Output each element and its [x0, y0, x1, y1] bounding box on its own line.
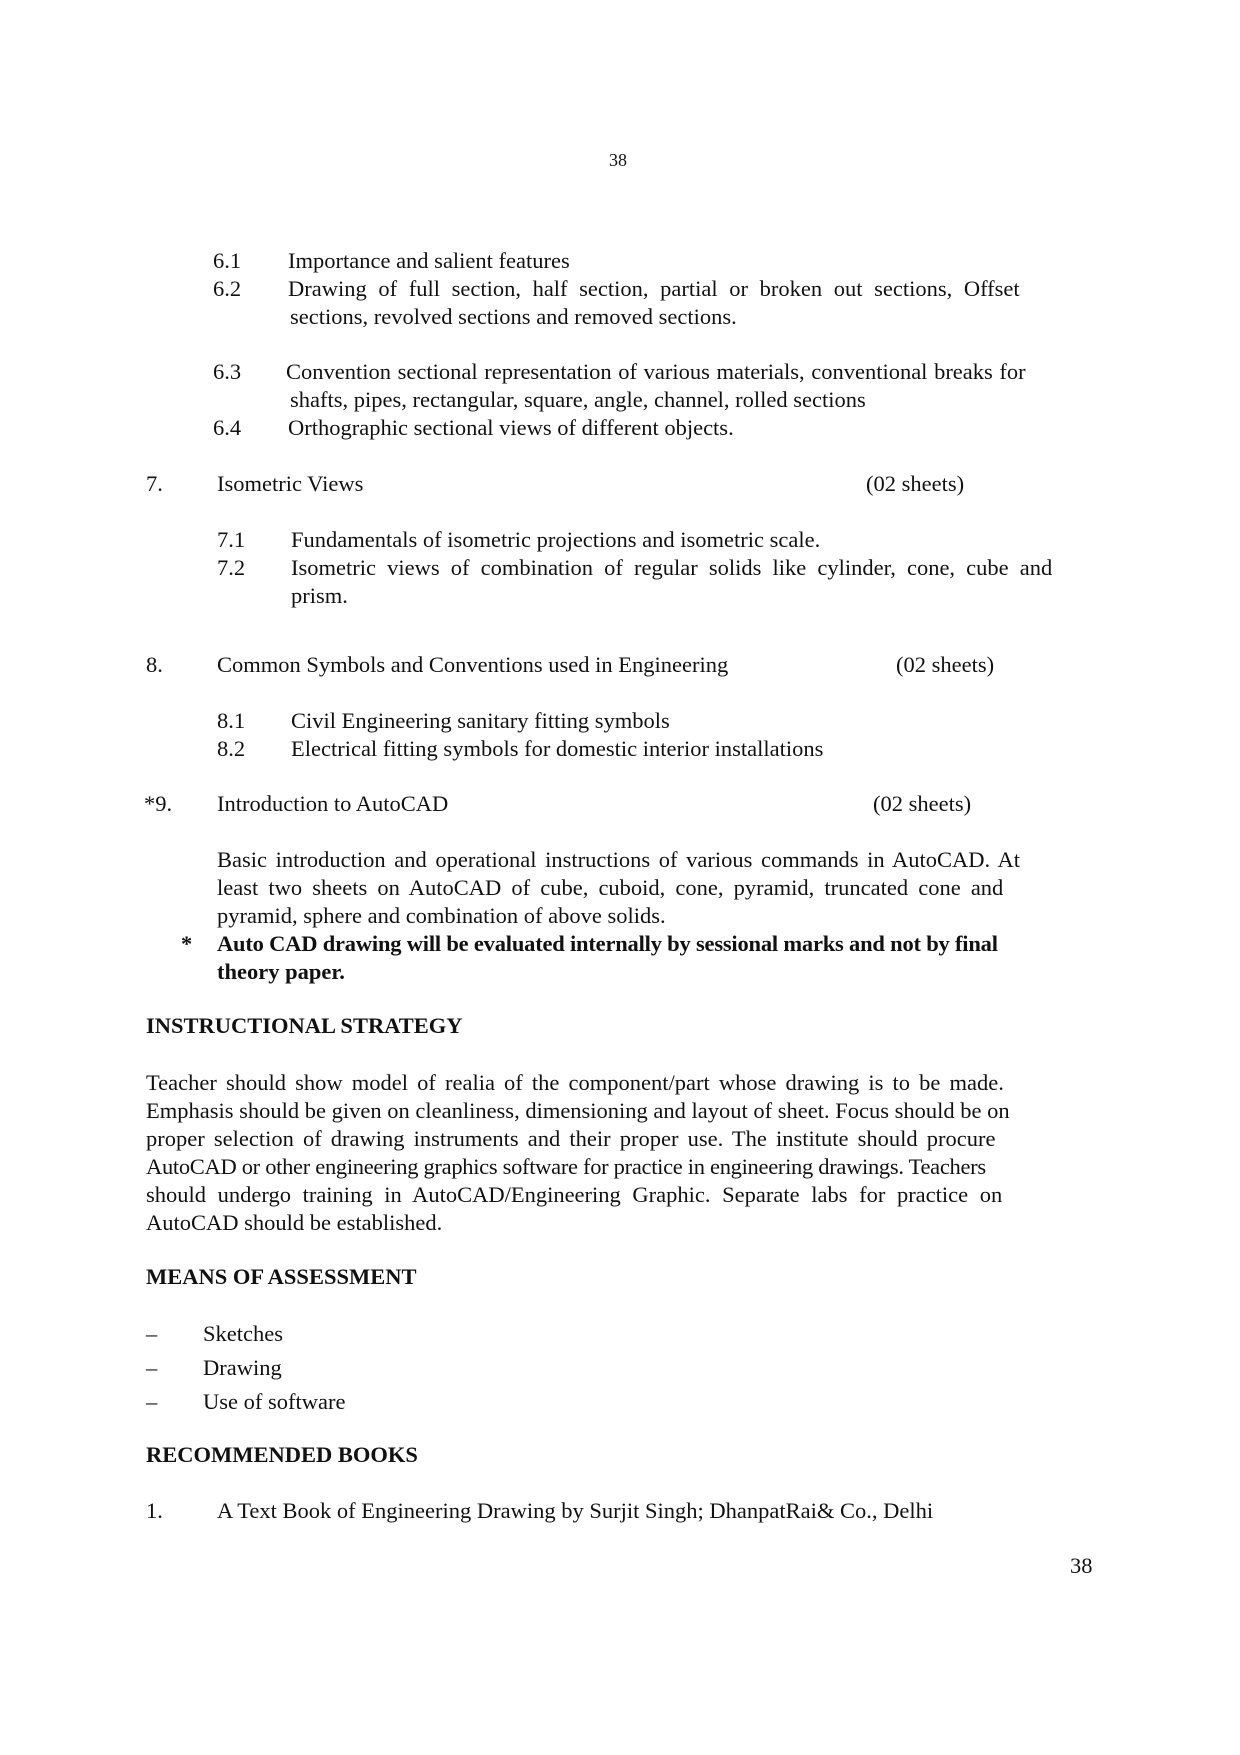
- item-number: 6.2: [213, 276, 242, 301]
- paragraph-line: Basic introduction and operational instructions of various commands in AutoCAD. At: [217, 847, 1021, 872]
- paragraph-line: Teacher should show model of realia of the component/part whose drawing is to be made.: [146, 1070, 1004, 1095]
- item-number: 8.2: [217, 736, 246, 761]
- section-number: 7.: [146, 471, 163, 496]
- footer-page-number: 38: [1070, 1553, 1093, 1578]
- item-number: 6.3: [213, 359, 242, 384]
- item-text: Isometric views of combination of regular solids like cylinder, cone, cube and: [291, 555, 1053, 580]
- dash-bullet: –: [146, 1321, 158, 1346]
- paragraph-line: least two sheets on AutoCAD of cube, cuboid, cone, pyramid, truncated cone and: [217, 875, 1004, 900]
- list-item: Sketches: [203, 1321, 283, 1346]
- book-number: 1.: [146, 1498, 163, 1523]
- section-title: Common Symbols and Conventions used in Engineering: [217, 652, 729, 677]
- item-number: 6.1: [213, 248, 242, 273]
- section-number: *9.: [144, 791, 173, 816]
- note-line: theory paper.: [217, 959, 345, 984]
- item-text: Electrical fitting symbols for domestic interior installations: [291, 736, 824, 761]
- dash-bullet: –: [146, 1355, 158, 1380]
- sheet-count: (02 sheets): [866, 471, 965, 496]
- paragraph-line: pyramid, sphere and combination of above solids.: [217, 903, 666, 928]
- note-line: Auto CAD drawing will be evaluated internally by sessional marks and not by final: [217, 931, 998, 956]
- item-text: Drawing of full section, half section, partial or broken out sections, Offset: [288, 276, 1020, 301]
- section-number: 8.: [146, 652, 163, 677]
- item-number: 8.1: [217, 708, 246, 733]
- sheet-count: (02 sheets): [873, 791, 972, 816]
- sheet-count: (02 sheets): [896, 652, 995, 677]
- section-heading: RECOMMENDED BOOKS: [146, 1442, 418, 1467]
- item-text: Orthographic sectional views of different objects.: [288, 415, 734, 440]
- item-text: Convention sectional representation of various materials, conventional breaks for: [286, 359, 1026, 384]
- section-title: Isometric Views: [217, 471, 364, 496]
- list-item: Use of software: [203, 1389, 346, 1414]
- note-star: *: [181, 931, 193, 956]
- item-text-cont: shafts, pipes, rectangular, square, angle, channel, rolled sections: [290, 387, 866, 412]
- section-heading: MEANS OF ASSESSMENT: [146, 1264, 417, 1289]
- item-number: 7.2: [217, 555, 246, 580]
- item-text-cont: prism.: [291, 583, 348, 608]
- book-text: A Text Book of Engineering Drawing by Surjit Singh; DhanpatRai& Co., Delhi: [217, 1498, 934, 1523]
- item-number: 7.1: [217, 527, 246, 552]
- item-text: Importance and salient features: [288, 248, 570, 273]
- paragraph-line: Emphasis should be given on cleanliness, dimensioning and layout of sheet. Focus should be on: [146, 1098, 1010, 1123]
- item-text-cont: sections, revolved sections and removed sections.: [290, 304, 737, 329]
- paragraph-line: AutoCAD or other engineering graphics software for practice in engineering drawings. Teachers: [146, 1154, 986, 1179]
- paragraph-line: proper selection of drawing instruments and their proper use. The institute should procure: [146, 1126, 996, 1151]
- paragraph-line: AutoCAD should be established.: [146, 1210, 443, 1235]
- item-text: Fundamentals of isometric projections and isometric scale.: [291, 527, 821, 552]
- list-item: Drawing: [203, 1355, 282, 1380]
- section-title: Introduction to AutoCAD: [217, 791, 449, 816]
- item-number: 6.4: [213, 415, 242, 440]
- paragraph-line: should undergo training in AutoCAD/Engineering Graphic. Separate labs for practice on: [146, 1182, 1003, 1207]
- header-page-number: 38: [609, 150, 627, 170]
- dash-bullet: –: [146, 1389, 158, 1414]
- item-text: Civil Engineering sanitary fitting symbols: [291, 708, 670, 733]
- section-heading: INSTRUCTIONAL STRATEGY: [146, 1013, 463, 1038]
